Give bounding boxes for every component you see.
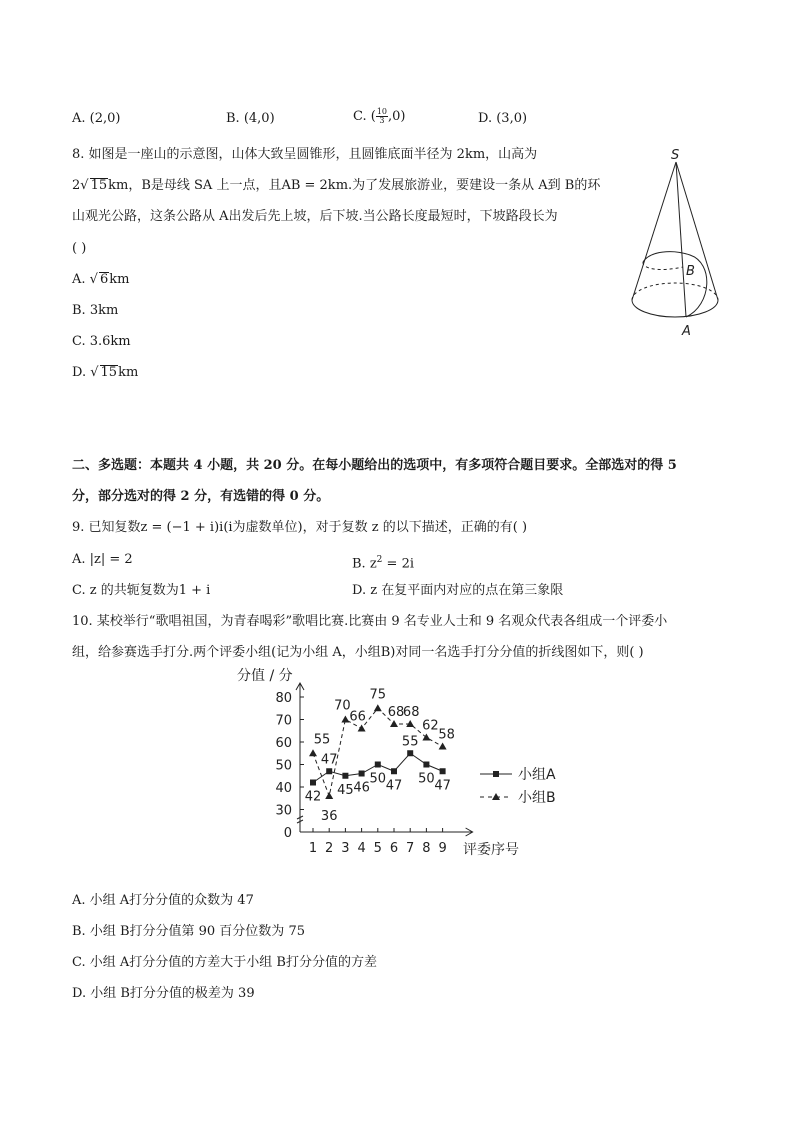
q7-option-c-prefix: C. ( [353,109,376,124]
q7-option-b: B. (4,0) [226,111,275,126]
label-point-a: A [682,324,691,339]
q9-option-a: A. |z| = 2 [72,552,133,567]
series-b-point-3 [341,716,349,723]
cone-base-front [632,300,718,317]
series-a-label-4: 46 [353,780,370,796]
y-tick-label-70: 70 [275,713,292,729]
q8-option-d-unit: km [118,365,139,380]
y-axis-title: 分值 / 分 [237,668,293,684]
x-tick-label-6: 6 [389,841,399,856]
x-axis-title: 评委序号 [463,842,519,858]
y-tick-label-0: 0 [283,826,292,841]
label-point-b: B [686,264,695,279]
q8-option-d-prefix: D. [72,365,91,380]
x-tick-label-9: 9 [438,841,447,856]
q8-option-a-prefix: A. [72,272,90,287]
series-a-label-2: 47 [320,752,338,768]
y-tick-label-80: 80 [275,691,292,706]
q8-height-coefficient: 2 [72,178,81,193]
q9-option-b-exponent: 2 [376,555,383,565]
q8-option-b: B. 3km [72,303,119,318]
cone-left-edge [632,162,676,300]
x-tick-label-4: 4 [357,841,366,856]
series-a-point-5 [375,762,381,768]
series-a-point-7 [407,750,413,756]
series-b-point-6 [390,720,398,727]
series-b-label-9: 58 [438,727,455,743]
series-b-label-2: 36 [320,809,338,824]
q9-option-d: D. z 在复平面内对应的点在第三象限 [352,583,564,598]
x-tick-label-3: 3 [341,841,350,856]
series-b-label-8: 62 [422,718,439,734]
q10-stem-line1: 10. 某校举行“歌唱祖国，为青春喝彩”歌唱比赛.比赛由 9 名专业人士和 9 名观众代表各组成一个评委小 [72,614,668,629]
legend-a-label: 小组A [518,767,556,783]
path-solid-segment [643,252,707,317]
q7-option-a: A. (2,0) [72,111,121,126]
q7-option-d: D. (3,0) [478,111,528,126]
series-a-point-8 [423,762,429,768]
x-tick-label-7: 7 [406,841,415,856]
x-tick-label-5: 5 [373,841,382,856]
cone-right-edge [676,162,718,300]
q8-option-a-radicand: 6 [99,272,109,287]
q8-option-c: C. 3.6km [72,334,131,349]
x-tick-label-8: 8 [422,841,431,856]
x-tick-label-2: 2 [325,841,334,856]
series-a-point-3 [342,773,348,779]
q10-option-a: A. 小组 A打分分值的众数为 47 [72,893,254,908]
q7-option-c-suffix: ,0) [388,109,406,124]
q8-sqrt-sign: √ [80,178,89,193]
q9-option-b-prefix: B. z [352,556,377,572]
section2-line2: 分，部分选对的得 2 分，有选错的得 0 分。 [72,489,330,504]
legend-b-label: 小组B [518,790,556,806]
series-a-label-3: 45 [337,782,354,798]
path-dashed-segment [643,262,683,269]
q10-option-c: C. 小组 A打分分值的方差大于小组 B打分分值的方差 [72,955,377,970]
y-tick-label-40: 40 [275,781,292,796]
q8-option-a-sqrt-sign: √ [89,272,98,287]
series-b-point-2 [325,792,333,799]
y-tick-label-60: 60 [275,736,292,751]
q7-option-c-denominator: 3 [379,116,385,125]
series-a-point-1 [310,780,316,786]
q8-option-a-unit: km [109,272,130,287]
y-tick-label-30: 30 [275,803,292,819]
series-a-point-2 [326,768,332,774]
series-a-label-8: 50 [418,771,435,787]
q7-option-c-fraction [376,108,388,125]
series-b-point-4 [358,725,366,732]
q8-option-a [72,272,129,288]
q8-answer-paren: ( ) [72,241,87,256]
series-a-label-1: 42 [304,789,322,805]
series-a-label-6: 47 [385,778,403,794]
series-b-label-1: 55 [313,732,331,748]
series-b-point-9 [439,743,447,750]
series-b-point-5 [374,704,382,711]
series-a-label-9: 47 [434,778,451,794]
q10-option-d: D. 小组 B打分分值的极差为 39 [72,986,255,1001]
q8-stem-line1: 8. 如图是一座山的示意图，山体大致呈圆锥形，且圆锥底面半径为 2km，山高为 [72,147,538,162]
q8-option-d-radicand: 15 [100,365,118,380]
chart-marks [275,683,556,856]
series-b-label-4: 66 [349,709,366,725]
series-b-label-7: 68 [402,705,420,720]
q8-stem-line2 [72,178,600,194]
legend-a-marker [493,771,499,777]
cone-generatrix-sa [676,162,686,317]
series-a-point-4 [359,771,365,777]
q9-option-b [352,552,414,572]
q8-stem-line3: 山观光公路，这条公路从 A出发后先上坡，后下坡.当公路长度最短时，下坡路段长为 [72,209,558,224]
cone-base-back [632,283,718,300]
series-b-label-3: 70 [334,698,351,714]
q9-option-c: C. z 的共轭复数为1 + i [72,583,211,598]
q8-stem-line2-rest: km，B是母线 SA 上一点，且AB = 2km.为了发展旅游业，要建设一条从 A到 B的环 [108,178,601,193]
series-b-label-5: 75 [369,687,387,703]
series-a-point-9 [440,768,446,774]
q8-height-radicand: 15 [90,178,108,193]
y-tick-label-50: 50 [275,758,292,774]
series-a-point-6 [391,768,397,774]
q8-option-d-sqrt-sign: √ [90,365,99,380]
score-line-chart [225,660,565,865]
q7-option-c-numerator: 10 [376,107,388,116]
cone-figure [620,145,730,340]
q9-stem: 9. 已知复数z = (−1 + i)i(i为虚数单位)，对于复数 z 的以下描述，正确的有( ) [72,520,528,535]
q9-option-b-suffix: = 2i [382,556,414,572]
series-b-point-1 [309,749,317,756]
section2-line1: 二、多选题：本题共 4 小题，共 20 分。在每小题给出的选项中，有多项符合题目要求。全部选对的得 5 [72,458,677,473]
x-tick-label-1: 1 [308,841,318,856]
label-apex-s: S [671,148,680,163]
q8-option-d [72,365,138,381]
series-a-label-7: 55 [401,734,419,750]
q10-option-b: B. 小组 B打分分值第 90 百分位数为 75 [72,924,305,939]
series-a-label-5: 50 [369,771,387,787]
series-b-label-6: 68 [387,705,405,720]
q10-stem-line2: 组，给参赛选手打分.两个评委小组(记为小组 A，小组B)对同一名选手打分分值的折线图如下，则( ) [72,645,644,660]
q7-option-c [353,108,406,125]
